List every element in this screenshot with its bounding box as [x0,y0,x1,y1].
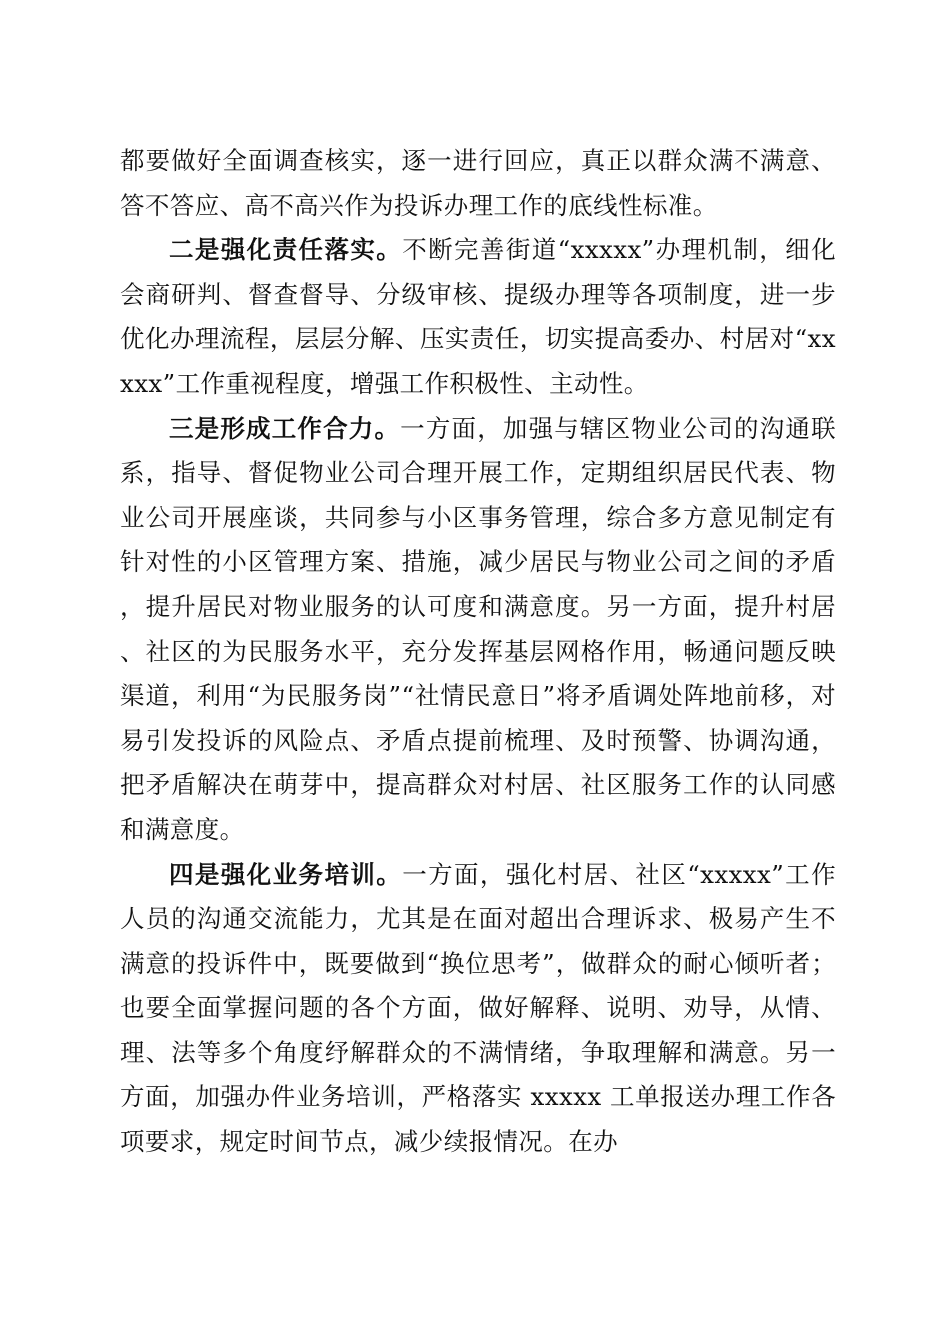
paragraph-text: 都要做好全面调查核实，逐一进行回应，真正以群众满不满意、答不答应、高不高兴作为投诉办理工作的底线性标准。 [120,146,836,220]
paragraph-heading: 二是强化责任落实。 [169,235,403,265]
paragraph-heading: 三是形成工作合力。 [169,413,401,443]
paragraph-training [120,853,836,1165]
paragraph-text: 一方面，加强与辖区物业公司的沟通联系，指导、督促物业公司合理开展工作，定期组织居民代表、物业公司开展座谈，共同参与小区事务管理，综合多方意见制定有针对性的小区管理方案、措施，减少居民与物业公司之间的矛盾，提升居民对物业服务的认可度和满意度。另一方面，提升村居、社区的为民服务水平，充分发挥基层网格作用，畅通问题反映渠道，利用“为民服务岗”“社情民意日”将矛盾调处阵地前移，对易引发投诉的风险点、矛盾点提前梳理、及时预警、协调沟通，把矛盾解决在萌芽中，提高群众对村居、社区服务工作的认同感和满意度。 [120,413,836,844]
paragraph-text: 不断完善街道“xxxxx”办理机制，细化会商研判、督查督导、分级审核、提级办理等各项制度，进一步优化办理流程，层层分解、压实责任，切实提高委办、村居对“xxxxx”工作重视程度，增强工作积极性、主动性。 [120,235,836,398]
paragraph-heading: 四是强化业务培训。 [169,859,403,889]
document-body [120,139,836,1165]
paragraph-responsibility [120,228,836,406]
paragraph-continuation [120,139,836,228]
paragraph-text: 一方面，强化村居、社区“xxxxx”工作人员的沟通交流能力，尤其是在面对超出合理诉求、极易产生不满意的投诉件中，既要做到“换位思考”，做群众的耐心倾听者；也要全面掌握问题的各个方面，做好解释、说明、劝导，从情、理、法等多个角度纾解群众的不满情绪，争取理解和满意。另一方面，加强办件业务培训，严格落实 xxxxx 工单报送办理工作各项要求，规定时间节点，减少续报情况。在办 [120,859,836,1157]
paragraph-synergy [120,407,836,853]
